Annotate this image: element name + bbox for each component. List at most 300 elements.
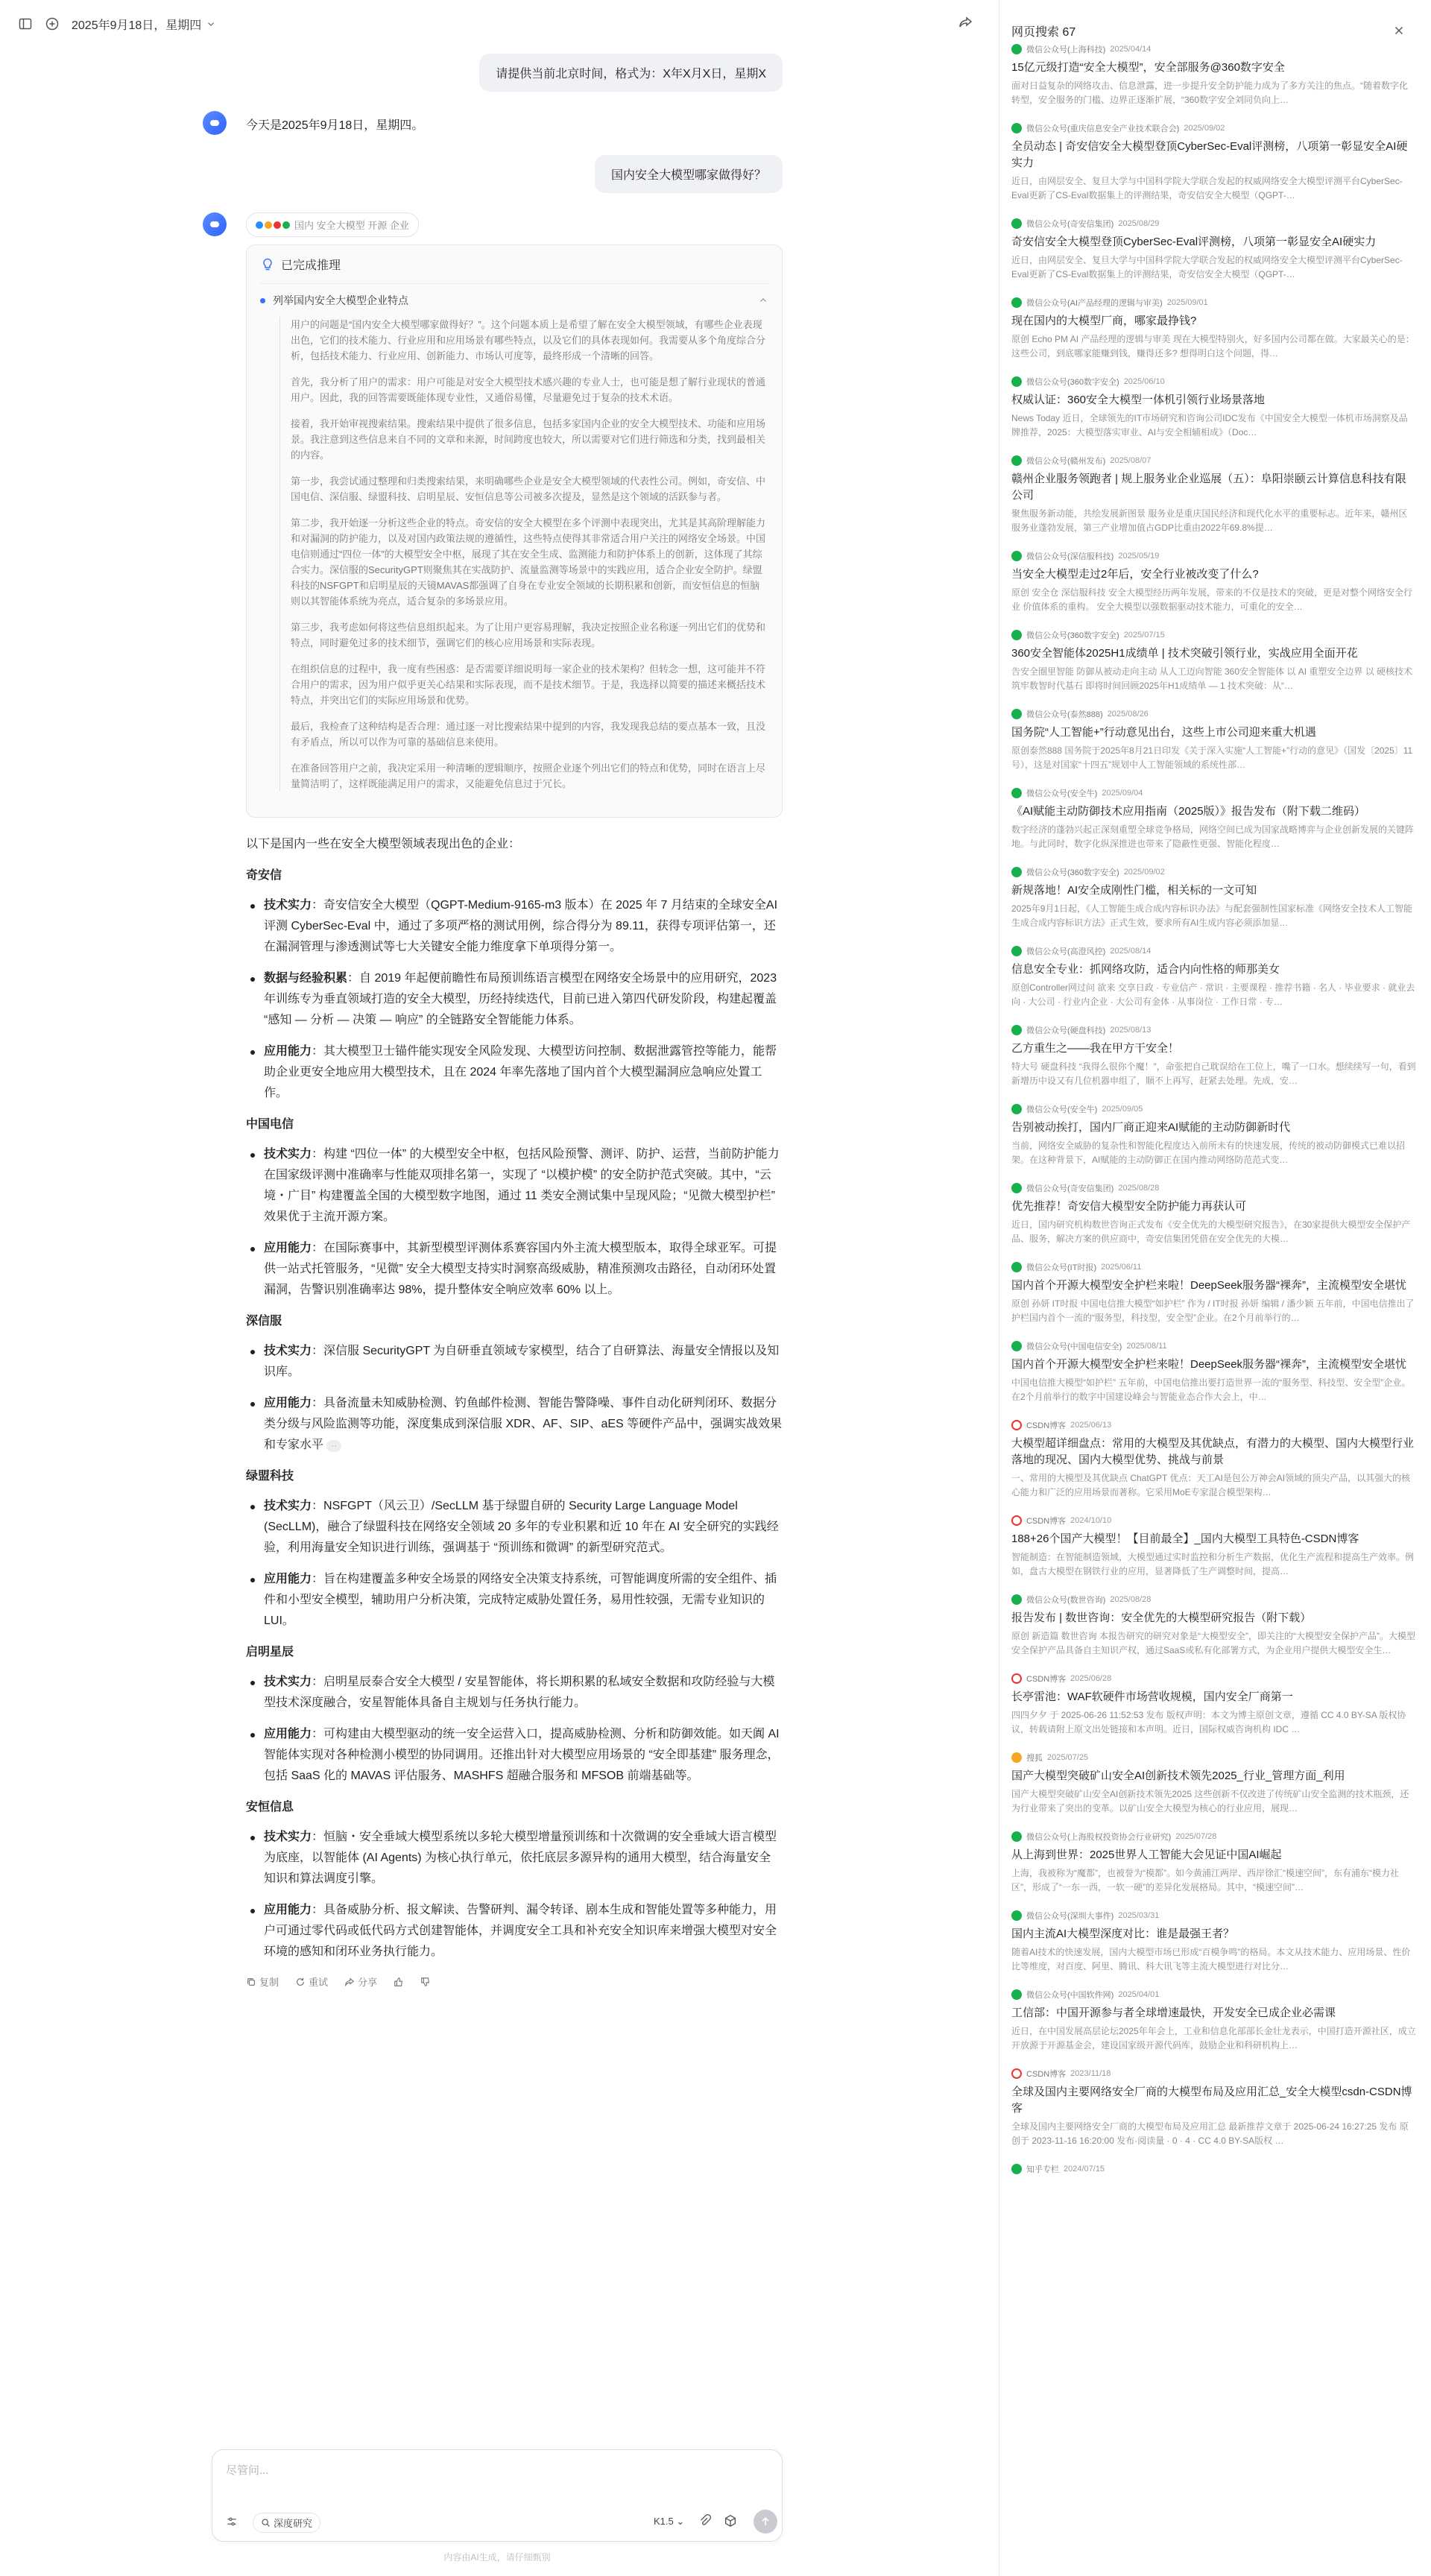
message-list xyxy=(209,54,783,2011)
result-title[interactable]: 大模型超详细盘点：常用的大模型及其优缺点，有潜力的大模型、国内大模型行业落地的现况、国内大模型优势、挑战与前景 xyxy=(1011,1437,1415,1466)
point-label: 技术实力 xyxy=(264,1500,312,1512)
source-name: 微信公众号(硬盘科技) xyxy=(1026,1026,1106,1035)
point-text: ：奇安信安全大模型（QGPT-Medium-9165-m3 版本）在 2025 年 7 月结束的全球安全AI 评测 CyberSec-Eval 中，通过了多项严格的测试用例，综合得分为 89.11，获得专项评估第一，还在漏洞管理与渗透测试等七大关键安全能力维度拿下单项得分第一。 xyxy=(264,899,778,953)
company-point xyxy=(246,1672,783,1714)
point-label: 应用能力 xyxy=(264,1242,312,1254)
company-name: 深信服 xyxy=(246,1315,282,1328)
result-source xyxy=(1011,455,1416,467)
result-snippet: 全球及国内主要网络安全厂商的大模型布局及应用汇总 最新推荐文章于 2025-06-24 16:27:25 发布 原创于 2023-11-16 16:20:00 发布·阅读量 · 0 · 4 · CC 4.0 BY-SA版权 … xyxy=(1011,2121,1409,2146)
search-result[interactable] xyxy=(1011,1594,1416,1658)
source-favicon-icon xyxy=(1011,1262,1022,1272)
user-message xyxy=(209,155,783,193)
result-title[interactable]: 工信部：中国开源参与者全球增速最快，开发安全已成企业必需课 xyxy=(1011,2007,1336,2019)
result-snippet: 告安全圈里智能 防御从被动走向主动 从人工迈向智能 360安全智能体 以 AI 重塑安全边界 以 硬核技术 筑牢数智时代基石 即将时间回顾2025年H1成绩单 — 1 技术突破：从“… xyxy=(1011,666,1413,691)
point-text: ：恒脑・安全垂域大模型系统以多轮大模型增量预训练和十次微调的安全垂域大语言模型为底座，以智能体 (AI Agents) 为核心执行单元，依托底层多源异构的通用大模型，结合海量安全知识和算法调度引擎。 xyxy=(264,1831,777,1885)
answer-content xyxy=(246,834,783,1963)
assistant-message xyxy=(209,111,783,133)
company-point xyxy=(246,1144,783,1228)
result-title[interactable]: 从上海到世界：2025世界人工智能大会见证中国AI崛起 xyxy=(1011,1849,1282,1861)
result-snippet: 近日，由网层安全、复旦大学与中国科学院大学联合发起的权威网络安全大模型评测平台CyberSec-Eval更新了CS-Eval数据集上的评测结果，奇安信安全大模型（QGPT-… xyxy=(1011,176,1403,201)
company-section xyxy=(246,1466,783,1632)
result-source xyxy=(1011,1419,1416,1431)
message-input[interactable]: 尽管问... xyxy=(226,2464,269,2477)
result-source xyxy=(1011,708,1416,720)
source-favicon-icon xyxy=(1011,1420,1022,1430)
source-name: 微信公众号(数世咨询) xyxy=(1026,1596,1106,1605)
result-title[interactable]: 告别被动挨打，国内厂商正迎来AI赋能的主动防御新时代 xyxy=(1011,1121,1291,1134)
result-date: 2025/08/13 xyxy=(1110,1026,1152,1035)
search-result[interactable] xyxy=(1011,43,1416,107)
reasoning-status: 已完成推理 xyxy=(281,259,341,272)
source-name: 微信公众号(中国软件网) xyxy=(1026,1991,1114,2000)
result-date: 2025/06/28 xyxy=(1070,1674,1112,1683)
source-favicon-icon xyxy=(1011,2068,1022,2079)
panel-title: 网页搜索 67 xyxy=(1011,25,1076,39)
result-date: 2025/09/01 xyxy=(1166,298,1208,307)
result-snippet: 原创泰然888 国务院于2025年8月21日印发《关于深入实施“人工智能+”行动的意见》（国发〔2025〕11号），这是对国家“十四五”规划中人工智能领域的系统性部… xyxy=(1011,745,1413,770)
result-date: 2023/11/18 xyxy=(1070,2069,1111,2078)
search-result[interactable] xyxy=(1011,122,1416,203)
result-snippet: 近日，国内研究机构数世咨询正式发布《安全优先的大模型研究报告》，在30家提供大模型安全保护产品、服务，解决方案的供应商中，奇安信集团凭借在安全优先的大模… xyxy=(1011,1219,1411,1244)
search-result[interactable] xyxy=(1011,1515,1416,1579)
source-favicon-icon xyxy=(1011,1673,1022,1684)
new-chat-icon[interactable] xyxy=(45,16,60,31)
point-text: ：具备流量未知威胁检测、钓鱼邮件检测、智能告警降噪、事件自动化研判闭环、数据分类分级与风险监测等功能，深度集成到深信服 XDR、AF、SIP、aES 等硬件产品中，强调实战效果和专家水平 xyxy=(264,1397,783,1451)
result-source xyxy=(1011,787,1416,799)
lightbulb-icon xyxy=(260,257,275,272)
company-points xyxy=(246,1496,783,1632)
assistant-message-text: 今天是2025年9月18日，星期四。 xyxy=(246,119,424,132)
result-snippet: 原创Controller网过问 欲来 交享日政 · 专业信产 · 常识 · 主要课程 · 推荐书籍 · 名人 · 毕业要求 · 就业去向 · 大公司 · 行业内企业 · 大公司有金体 · 从事岗位 · 工作日常 · 专… xyxy=(1011,982,1415,1007)
point-text: ：自 2019 年起便前瞻性布局预训练语言模型在网络安全场景中的应用研究，2023 年训练专为垂直领域打造的安全大模型，历经持续迭代，目前已进入第四代研发阶段，构建起覆盖 “感知 — 分析 — 决策 — 响应” 的全链路安全智能能力体系。 xyxy=(264,972,777,1026)
result-snippet: 当前，网络安全威胁的复杂性和智能化程度达入前所未有的快速发展，传统的被动防御模式已难以招架。在这种背景下，AI赋能的主动防御正在国内推动网络防范范式变… xyxy=(1011,1140,1406,1165)
source-favicon-icon xyxy=(1011,709,1022,719)
user-message xyxy=(209,54,783,92)
source-favicon-icon xyxy=(1011,123,1022,133)
company-points xyxy=(246,1144,783,1301)
point-text: ：旨在构建覆盖多种安全场景的网络安全决策支持系统，可智能调度所需的安全组件、插件和小型安全模型，辅助用户分析决策，完成特定威胁处置任务，易用性较强，无需专业知识的 LUI。 xyxy=(264,1573,777,1627)
source-name: 微信公众号(安全牛) xyxy=(1026,1105,1098,1114)
search-result[interactable] xyxy=(1011,297,1416,361)
search-result[interactable] xyxy=(1011,2163,1416,2208)
result-source xyxy=(1011,1594,1416,1606)
result-snippet: 原创 安全仓 深信服科技 安全大模型经历两年发展，带来的不仅是技术的突破，更是对整个网络安全行业 价值体系的重构。 安全大模型以强数据驱动技术能力，可重化的安全… xyxy=(1011,587,1413,612)
search-result[interactable] xyxy=(1011,629,1416,693)
copy-icon xyxy=(246,1977,256,1987)
source-name: 微信公众号(重庆信息安全产业技术联合会) xyxy=(1026,124,1180,133)
result-source xyxy=(1011,1515,1416,1527)
source-name: 微信公众号(安全牛) xyxy=(1026,789,1098,798)
reasoning-paragraph: 首先，我分析了用户的需求：用户可能是对安全大模型技术感兴趣的专业人士，也可能是想了解行业现状的普通用户。因此，我的回答需要既能体现专业性，又通俗易懂，尽量避免过于复杂的技术术语。 xyxy=(291,376,766,403)
point-label: 技术实力 xyxy=(264,1148,312,1161)
result-source xyxy=(1011,1024,1416,1036)
result-title[interactable]: 国内首个开源大模型安全护栏来啦！DeepSeek服务器“裸奔”，主流模型安全堪忧 xyxy=(1011,1358,1407,1371)
source-name: 搜狐 xyxy=(1026,1754,1043,1763)
result-source xyxy=(1011,1752,1416,1764)
top-bar xyxy=(0,0,999,48)
result-snippet: 面对日益复杂的网络攻击、信息泄露，进一步提升安全防护能力成为了多方关注的焦点。“随着数字化转型，安全服务的门槛、边界正逐渐扩展，“360数字安全刘同负向上… xyxy=(1011,80,1409,105)
search-result[interactable] xyxy=(1011,1261,1416,1325)
source-name: 微信公众号(深圳大事件) xyxy=(1026,1912,1114,1921)
source-name: CSDN博客 xyxy=(1026,2070,1067,2079)
source-favicon-icon xyxy=(1011,218,1022,229)
assistant-avatar xyxy=(203,111,227,135)
point-text: ：构建 “四位一体” 的大模型安全中枢，包括风险预警、测评、防护、运营，当前防护能力在国家级评测中准确率与性能双项排名第一，实现了 “以模护模” 的安全防护范式突破。其中，“云境・广目” 构建覆盖全国的大模型数字地图，通过 11 类安全测试集中呈现风险；“见微大模型护栏” 效果优于主流开源方案。 xyxy=(264,1148,780,1223)
share-label: 分享 xyxy=(358,1977,378,1988)
result-date: 2025/07/28 xyxy=(1175,1832,1217,1841)
source-name: 微信公众号(高澄风控) xyxy=(1026,947,1106,956)
result-snippet: 国产大模型突破矿山安全AI创新技术领先2025 这些创新不仅改进了传统矿山安全监测的技术瓶颈，还为行业带来了突出的变革。以矿山安全大模型为核心的行业应用，展现… xyxy=(1011,1789,1409,1813)
source-name: CSDN博客 xyxy=(1026,1517,1067,1526)
result-title[interactable]: 权威认证：360安全大模型一体机引领行业场景落地 xyxy=(1011,394,1266,406)
search-result[interactable] xyxy=(1011,218,1416,282)
search-result[interactable] xyxy=(1011,1989,1416,2053)
source-favicon-icon xyxy=(1011,1831,1022,1842)
result-date: 2025/07/15 xyxy=(1123,631,1165,640)
company-section xyxy=(246,1114,783,1301)
result-title[interactable]: 当安全大模型走过2年后，安全行业被改变了什么? xyxy=(1011,568,1259,581)
point-label: 应用能力 xyxy=(264,1728,312,1740)
search-result[interactable] xyxy=(1011,1103,1416,1167)
search-result[interactable] xyxy=(1011,1419,1416,1500)
point-label: 应用能力 xyxy=(264,1904,312,1916)
conversation-title[interactable] xyxy=(72,16,216,33)
reasoning-paragraph: 第二步，我开始逐一分析这些企业的特点。奇安信的安全大模型在多个评测中表现突出，尤其是其高阶理解能力和对漏洞的防护能力，以及对国内政策法规的遵循性，这些特点使得其非常适合用户关注的网络安全场景。中国电信则通过“四位一体”的大模型安全中枢，展现了其在安全生成、监测能力和防护体系上的创新，这体现了其综合实力。深信服的SecurityGPT则聚焦其在实战防护、流量监测等场景中的实践应用，适合企业安全防护。绿盟科技的NSFGPT和启明星辰的天镜MAVAS都强调了自身在专业安全领域的长期积累和创新，而安恒信息的恒脑则以其智能体系统为亮点，适合复杂的多场景应用。 xyxy=(291,517,766,607)
point-text: ：具备威胁分析、报文解读、告警研判、漏令转译、剧本生成和智能处置等多种能力，用户可通过零代码或低代码方式创建智能体，并调度安全工具和补充安全知识库来增强大模型对安全环境的感知和闭环业务执行能力。 xyxy=(264,1904,777,1958)
source-favicon-icon xyxy=(1011,1910,1022,1921)
point-label: 应用能力 xyxy=(264,1045,312,1058)
result-date: 2025/06/11 xyxy=(1101,1263,1142,1272)
search-query-text: 国内 安全大模型 开源 企业 xyxy=(294,220,409,231)
result-snippet: 随着AI技术的快速发展，国内大模型市场已形成“百模争鸣”的格局。本文从技术能力、应用场景、性价比等维度，对百度、阿里、腾讯、科大讯飞等主流大模型进行对比分… xyxy=(1011,1947,1411,1972)
company-point xyxy=(246,1724,783,1787)
search-result[interactable] xyxy=(1011,1182,1416,1246)
result-title[interactable]: 奇安信安全大模型登顶CyberSec-Eval评测榜，八项第一彰显安全AI硬实力 xyxy=(1011,236,1377,248)
company-name: 中国电信 xyxy=(246,1118,294,1131)
result-source xyxy=(1011,218,1416,230)
source-favicon-icon xyxy=(1011,946,1022,956)
result-snippet: 中国电信推大模型“如护栏” 五年前，中国电信推出要打造世界一流的“服务型、科技型、安全型”企业。在2个月前举行的数字中国建设峰会与智能业态合作大会上，中… xyxy=(1011,1377,1411,1402)
search-result[interactable] xyxy=(1011,455,1416,535)
source-favicon-icon xyxy=(1011,1104,1022,1114)
search-result[interactable] xyxy=(1011,376,1416,440)
share-answer-button[interactable] xyxy=(344,1974,377,1989)
result-date: 2025/08/14 xyxy=(1110,947,1152,956)
result-source xyxy=(1011,550,1416,562)
result-date: 2025/08/29 xyxy=(1118,219,1160,228)
source-favicon-icon xyxy=(1011,788,1022,798)
company-points xyxy=(246,1341,783,1456)
chevron-up-icon[interactable] xyxy=(758,295,768,306)
point-text: ：NSFGPT（风云卫）/SecLLM 基于绿盟自研的 Security Large Language Model (SecLLM)，融合了绿盟科技在网络安全领域 20 多年的专业积累和近 10 年在 AI 安全研究的实践经验，利用海量安全知识进行训练，强调基于 “预训练和微调” 的新型研究范式。 xyxy=(264,1500,779,1554)
result-source xyxy=(1011,2163,1416,2175)
search-result[interactable] xyxy=(1011,1340,1416,1404)
thumbs-down-button[interactable] xyxy=(420,1977,431,1987)
source-name: 微信公众号(360数字安全) xyxy=(1026,631,1119,640)
result-title[interactable]: 国内主流AI大模型深度对比：谁是最强王者？ xyxy=(1011,1928,1235,1940)
search-sources-chip[interactable] xyxy=(246,212,419,237)
assistant-message xyxy=(209,212,783,1989)
company-name: 安恒信息 xyxy=(246,1801,294,1813)
result-title[interactable]: 优先推荐！奇安信大模型安全防护能力再获认可 xyxy=(1011,1200,1247,1213)
result-snippet: 数字经济的蓬勃兴起正深刻重塑全球竞争格局，网络空间已成为国家战略博弈与企业创新发展的关键阵地。与此同时，数字化纵深推进也带来了隐蔽性更强、智能化程度… xyxy=(1011,824,1415,849)
reasoning-header[interactable] xyxy=(260,256,768,284)
model-selector[interactable]: K1.5 ⌄ xyxy=(654,2516,685,2527)
result-date: 2025/09/04 xyxy=(1102,789,1143,798)
company-point xyxy=(246,895,783,958)
result-title[interactable]: 15亿元级打造“安全大模型”，安全部服务@360数字安全 xyxy=(1011,61,1285,74)
close-icon[interactable] xyxy=(1392,24,1406,37)
source-favicon-icon xyxy=(1011,2164,1022,2174)
source-name: 微信公众号(泰然888) xyxy=(1026,710,1103,719)
result-title[interactable]: 报告发布 | 数世咨询：安全优先的大模型研究报告（附下载） xyxy=(1011,1611,1312,1624)
result-title[interactable]: 赣州企业服务领跑者 | 规上服务业企业巡展（五）：阜阳崇颐云计算信息科技有限公司 xyxy=(1011,473,1406,502)
result-title[interactable]: 188+26个国产大模型！【目前最全】_国内大模型工具特色-CSDN博客 xyxy=(1011,1532,1359,1545)
result-date: 2025/08/11 xyxy=(1126,1342,1167,1351)
result-date: 2025/08/26 xyxy=(1107,710,1149,719)
result-date: 2024/07/15 xyxy=(1064,2165,1105,2174)
search-result[interactable] xyxy=(1011,945,1416,1009)
source-favicon-icon xyxy=(1011,44,1022,54)
panel-header xyxy=(999,0,1431,43)
conversation-title-text: 2025年9月18日，星期四 xyxy=(72,19,202,32)
result-date: 2025/06/10 xyxy=(1123,377,1165,386)
attachment-icon[interactable] xyxy=(698,2514,712,2528)
reasoning-paragraph: 用户的问题是“国内安全大模型哪家做得好？”。这个问题本质上是希望了解在安全大模型领域，有哪些企业表现出色，它们的技术能力、行业应用和应用场景有哪些特点，以及它们的具体表现如何。我需要从多个角度综合分析，包括技术能力、行业应用、创新能力、市场认可度等，最终形成一个清晰的回答。 xyxy=(291,319,766,362)
source-favicons xyxy=(256,221,290,229)
thumbs-up-button[interactable] xyxy=(394,1977,404,1987)
source-favicon-icon xyxy=(1011,1341,1022,1351)
company-point xyxy=(246,1827,783,1890)
result-title[interactable]: 国内首个开源大模型安全护栏来啦！DeepSeek服务器“裸奔”，主流模型安全堪忧 xyxy=(1011,1279,1407,1292)
company-section xyxy=(246,1797,783,1963)
result-source xyxy=(1011,2068,1416,2080)
result-title[interactable]: 全球及国内主要网络安全厂商的大模型布局及应用汇总_安全大模型csdn-CSDN博客 xyxy=(1011,2086,1412,2115)
source-name: 微信公众号(奇安信集团) xyxy=(1026,220,1114,229)
result-title[interactable]: 《AI赋能主动防御技术应用指南（2025版）》报告发布（附下载二维码） xyxy=(1011,805,1366,818)
source-name: 知乎专栏 xyxy=(1026,2165,1059,2174)
copy-button[interactable] xyxy=(246,1974,279,1989)
result-title[interactable]: 全员动态 | 奇安信安全大模型登顶CyberSec-Eval评测榜，八项第一彰显安全AI硬实力 xyxy=(1011,140,1408,169)
reasoning-paragraph: 在组织信息的过程中，我一度有些困惑：是否需要详细说明每一家企业的技术架构？但转念一想，这可能并不符合用户的需求，因为用户似乎更关心结果和实际表现，而不是技术细节。于是，我选择以简要的描述来概括技术特点，并突出它们的实际应用场景和优势。 xyxy=(291,663,766,706)
result-date: 2025/03/31 xyxy=(1118,1911,1160,1920)
result-snippet xyxy=(1011,2179,1416,2208)
result-date: 2025/04/01 xyxy=(1118,1990,1160,1999)
company-point xyxy=(246,1393,783,1456)
reasoning-step-title: 列举国内安全大模型企业特点 xyxy=(273,294,408,306)
result-date: 2025/08/28 xyxy=(1110,1595,1152,1604)
result-source xyxy=(1011,1989,1416,2001)
company-point xyxy=(246,1496,783,1559)
user-message-text: 国内安全大模型哪家做得好？ xyxy=(595,155,783,193)
result-source xyxy=(1011,1103,1416,1115)
result-snippet: News Today 近日，全球领先的IT市场研究和咨询公司IDC发布《中国安全大模型一体机市场洞察及品牌推荐，2025：大模型落实审业、AI与安全相辅相成》（Doc… xyxy=(1011,413,1408,438)
share-icon[interactable] xyxy=(958,15,973,30)
result-title[interactable]: 现在国内的大模型厂商，哪家最挣钱? xyxy=(1011,315,1197,327)
result-title[interactable]: 国产大模型突破矿山安全AI创新技术领先2025_行业_管理方面_利用 xyxy=(1011,1770,1345,1782)
source-name: 微信公众号(中国电信安全) xyxy=(1026,1342,1122,1351)
copy-label: 复制 xyxy=(259,1977,279,1988)
citation-tag[interactable]: ·· xyxy=(326,1440,341,1452)
result-snippet: 原创 孙妍 IT时报 中国电信推大模型“如护栏” 作为 / IT时报 孙妍 编辑 / 潘少颖 五年前，中国电信推出了护栏国内首个一流的“服务型，科技型，安全型”企业。在2个月前举行的… xyxy=(1011,1298,1415,1323)
message-actions xyxy=(246,1974,783,1989)
source-favicon-icon xyxy=(1011,1989,1022,2000)
result-date: 2025/09/05 xyxy=(1102,1105,1143,1114)
result-source xyxy=(1011,629,1416,641)
search-results-panel xyxy=(999,0,1431,2576)
result-snippet: 聚焦服务新动能，共绘发展新图景 服务业是重庆国民经济和现代化水平的重要标志。近年来，赣州区服务业蓬勃发展，第三产业增加值占GDP比重由2022年69.8%提… xyxy=(1011,508,1408,533)
result-date: 2025/08/07 xyxy=(1110,456,1152,465)
reasoning-content xyxy=(279,317,768,792)
company-point xyxy=(246,1238,783,1301)
result-snippet: 一、常用的大模型及其优缺点 ChatGPT 优点：天工AI是包公万神会AI领域的顶尖产品，以其强大的核心能力和广泛的应用场景而著称。它采用MoE专家混合模型架构… xyxy=(1011,1473,1411,1497)
result-source xyxy=(1011,1261,1416,1273)
reasoning-paragraph: 第一步，我尝试通过整理和归类搜索结果，来明确哪些企业是安全大模型领域的代表性公司。例如，奇安信、中国电信、深信服、绿盟科技、启明星辰、安恒信息等公司被多次提及，显然是这个领域的活跃参与者。 xyxy=(291,476,766,502)
point-text: ：在国际赛事中，其新型模型评测体系赛容国内外主流大模型版本，取得全球亚军。可提供一站式托管服务，“见微” 安全大模型支持实时洞察高级威胁，精准预测攻击路径，自动闭环处置漏洞，告警识别准确率达 98%，提升整体安全响应效率 60% 以上。 xyxy=(264,1242,777,1296)
result-snippet: 特大号 硬盘科技 “我得么很你个魔！”，命张把自己耽误给在工位上，嘴了一口水。想续续写一句，看到新增历中设又有几位机器申组了，顺不上再写，赶紧去处理。先成，安… xyxy=(1011,1061,1416,1086)
retry-button[interactable] xyxy=(295,1974,328,1989)
point-label: 技术实力 xyxy=(264,899,312,912)
result-title[interactable]: 新规落地！AI安全成刚性门槛，相关标的一文可知 xyxy=(1011,884,1257,897)
result-date: 2025/06/13 xyxy=(1070,1421,1112,1430)
result-title[interactable]: 长亭雷池：WAF软硬件市场营收规模，国内安全厂商第一 xyxy=(1011,1690,1293,1703)
step-bullet xyxy=(260,298,265,303)
point-label: 技术实力 xyxy=(264,1345,312,1357)
share-icon xyxy=(344,1977,355,1987)
search-result[interactable] xyxy=(1011,1752,1416,1816)
source-name: 微信公众号(上海科技) xyxy=(1026,45,1106,54)
reasoning-paragraph: 第三步，我考虑如何将这些信息组织起来。为了让用户更容易理解，我决定按照企业名称逐一列出它们的优势和特点，同时避免过多的技术细节，强调它们的核心应用场景和实际表现。 xyxy=(291,622,766,648)
result-snippet: 原创 Echo PM AI 产品经理的逻辑与审美 现在大模型特别火，好多国内公司都在做。大家最关心的是：这些公司，到底哪家能赚到钱，赚得还多? 想得明白这个问题，得… xyxy=(1011,334,1415,359)
source-favicon-icon xyxy=(1011,867,1022,877)
point-text: ：可构建由大模型驱动的统一安全运营入口，提高威胁检测、分析和防御效能。如天阗 AI 智能体实现对各种检测小模型的协同调用。还推出针对大模型应用场景的 “安全即基建” 服务理念，包括 SaaS 化的 MAVAS 评估服务、MASHFS 超融合服务和 MFSOB 前端基础等。 xyxy=(264,1728,780,1782)
deep-research-button[interactable] xyxy=(253,2513,320,2533)
company-section xyxy=(246,1642,783,1787)
reasoning-paragraph: 最后，我检查了这种结构是否合理：通过逐一对比搜索结果中提到的内容，我发现我总结的要点基本一致，且没有矛盾点，所以可以作为可靠的基础信息来使用。 xyxy=(291,721,766,748)
source-favicon-icon xyxy=(1011,630,1022,640)
company-points xyxy=(246,1827,783,1963)
point-text: ：启明星辰泰合安全大模型 / 安星智能体，将长期积累的私域安全数据和攻防经验与大模型技术深度融合，安星智能体具备自主规划与任务执行能力。 xyxy=(264,1676,775,1709)
result-snippet: 2025年9月1日起，《人工智能生成合成内容标识办法》与配套强制性国家标准《网络安全技术人工智能生成合成内容标识方法》正式生效，要求所有AI生成内容必须添加显… xyxy=(1011,903,1413,928)
ai-disclaimer: 内容由AI生成，请仔细甄别 xyxy=(443,2552,551,2563)
thumbs-down-icon xyxy=(420,1977,431,1987)
result-date: 2025/09/02 xyxy=(1184,124,1225,133)
search-result[interactable] xyxy=(1011,787,1416,851)
source-favicon-icon xyxy=(1011,376,1022,387)
assistant-avatar xyxy=(203,212,227,236)
source-favicon-icon xyxy=(1011,297,1022,308)
result-title[interactable]: 360安全智能体2025H1成绩单 | 技术突破引领行业，实战应用全面开花 xyxy=(1011,647,1358,660)
company-point xyxy=(246,1041,783,1104)
reasoning-step[interactable] xyxy=(260,293,768,308)
tools-icon[interactable] xyxy=(226,2516,238,2528)
arrow-up-icon xyxy=(759,2516,771,2528)
source-name: 微信公众号(赣州发布) xyxy=(1026,457,1106,466)
retry-icon xyxy=(295,1977,306,1987)
answer-intro: 以下是国内一些在安全大模型领域表现出色的企业： xyxy=(246,838,521,850)
source-name: 微信公众号(AI产品经理的逻辑与审美) xyxy=(1026,299,1163,308)
cube-icon[interactable] xyxy=(724,2514,737,2528)
company-list xyxy=(246,865,783,1963)
message-composer xyxy=(212,2449,783,2542)
source-name: 微信公众号(IT时报) xyxy=(1026,1263,1097,1272)
point-label: 数据与经验积累 xyxy=(264,972,348,985)
point-label: 技术实力 xyxy=(264,1831,312,1843)
result-title[interactable]: 信息安全专业：抓网络攻防，适合内向性格的师那美女 xyxy=(1011,963,1280,976)
result-date: 2025/08/28 xyxy=(1118,1184,1160,1193)
result-date: 2025/09/02 xyxy=(1123,868,1165,877)
result-source xyxy=(1011,1340,1416,1352)
source-name: 微信公众号(深信服科技) xyxy=(1026,552,1114,561)
chevron-down-icon xyxy=(206,19,216,29)
company-name: 奇安信 xyxy=(246,869,282,882)
search-result[interactable] xyxy=(1011,1910,1416,1974)
sidebar-toggle-icon[interactable] xyxy=(18,16,33,31)
company-points xyxy=(246,1672,783,1787)
result-snippet: 四四夕夕 于 2025-06-26 11:52:53 发布 版权声明：本文为博主原创文章，遵循 CC 4.0 BY-SA 版权协议，转载请附上原文出处链接和本声明。近日，国际权威咨询机构 IDC … xyxy=(1011,1710,1406,1734)
source-name: 微信公众号(上海股权投资协会行业研究) xyxy=(1026,1833,1172,1842)
source-favicon-icon xyxy=(1011,1594,1022,1605)
result-title[interactable]: 国务院“人工智能+”行动意见出台，这些上市公司迎来重大机遇 xyxy=(1011,726,1316,739)
search-result[interactable] xyxy=(1011,1831,1416,1895)
search-result[interactable] xyxy=(1011,866,1416,930)
result-snippet: 智能制造：在智能制造领域，大模型通过实时监控和分析生产数据，优化生产流程和提高生产效率。例如，盘古大模型在钢铁行业的应用，显著降低了生产调整时间，提高… xyxy=(1011,1552,1415,1576)
company-section xyxy=(246,1311,783,1456)
search-result[interactable] xyxy=(1011,1024,1416,1088)
point-label: 应用能力 xyxy=(264,1573,312,1585)
company-point xyxy=(246,968,783,1031)
company-name: 启明星辰 xyxy=(246,1646,294,1658)
search-result-list xyxy=(999,43,1431,2208)
result-source xyxy=(1011,945,1416,957)
source-name: CSDN博客 xyxy=(1026,1675,1067,1684)
search-result[interactable] xyxy=(1011,2068,1416,2148)
result-date: 2024/10/10 xyxy=(1070,1516,1112,1525)
company-section xyxy=(246,865,783,1104)
user-message-text: 请提供当前北京时间，格式为：X年X月X日，星期X xyxy=(479,54,783,92)
send-button[interactable] xyxy=(754,2510,777,2534)
source-name: 微信公众号(360数字安全) xyxy=(1026,378,1119,387)
result-source xyxy=(1011,1673,1416,1685)
result-source xyxy=(1011,1910,1416,1922)
result-title[interactable]: 乙方重生之——我在甲方干安全！ xyxy=(1011,1042,1180,1055)
search-result[interactable] xyxy=(1011,708,1416,772)
result-date: 2025/04/14 xyxy=(1110,45,1152,54)
result-source xyxy=(1011,43,1416,55)
deep-research-label: 深度研究 xyxy=(274,2518,313,2529)
result-snippet: 近日，在中国发展高层论坛2025年年会上，工业和信息化部部长金壮龙表示，中国打造开源社区，成立开放源于开源基金会，建设国家级开源代码库，鼓励企业和科研机构上… xyxy=(1011,2026,1416,2051)
result-snippet: 上海，我被称为“魔都”，也被誉为“模都”。如今黄浦江两岸、西岸徐汇“模速空间”，东有浦东“模力社区”，形成了“一东一西，一软一硬”的差异化发展格局。其中，“模速空间”… xyxy=(1011,1868,1399,1892)
point-label: 应用能力 xyxy=(264,1397,312,1409)
source-favicon-icon xyxy=(1011,551,1022,561)
source-name: CSDN博客 xyxy=(1026,1421,1067,1430)
search-result[interactable] xyxy=(1011,550,1416,614)
reasoning-paragraph: 在准备回答用户之前，我决定采用一种清晰的逻辑顺序，按照企业逐个列出它们的特点和优势，同时在语言上尽量简洁明了，这样既能满足用户的需求，又能避免信息过于冗长。 xyxy=(291,763,766,789)
search-result[interactable] xyxy=(1011,1673,1416,1737)
company-points xyxy=(246,895,783,1104)
result-source xyxy=(1011,1831,1416,1843)
source-name: 微信公众号(奇安信集团) xyxy=(1026,1184,1114,1193)
reasoning-panel xyxy=(246,244,783,818)
point-text: ：深信服 SecurityGPT 为自研垂直领域专家模型，结合了自研算法、海量安全情报以及知识库。 xyxy=(264,1345,780,1378)
company-point xyxy=(246,1569,783,1632)
result-source xyxy=(1011,376,1416,388)
result-source xyxy=(1011,866,1416,878)
source-favicon-icon xyxy=(1011,1183,1022,1193)
company-name: 绿盟科技 xyxy=(246,1470,294,1483)
company-point xyxy=(246,1900,783,1963)
source-favicon-icon xyxy=(1011,1515,1022,1526)
